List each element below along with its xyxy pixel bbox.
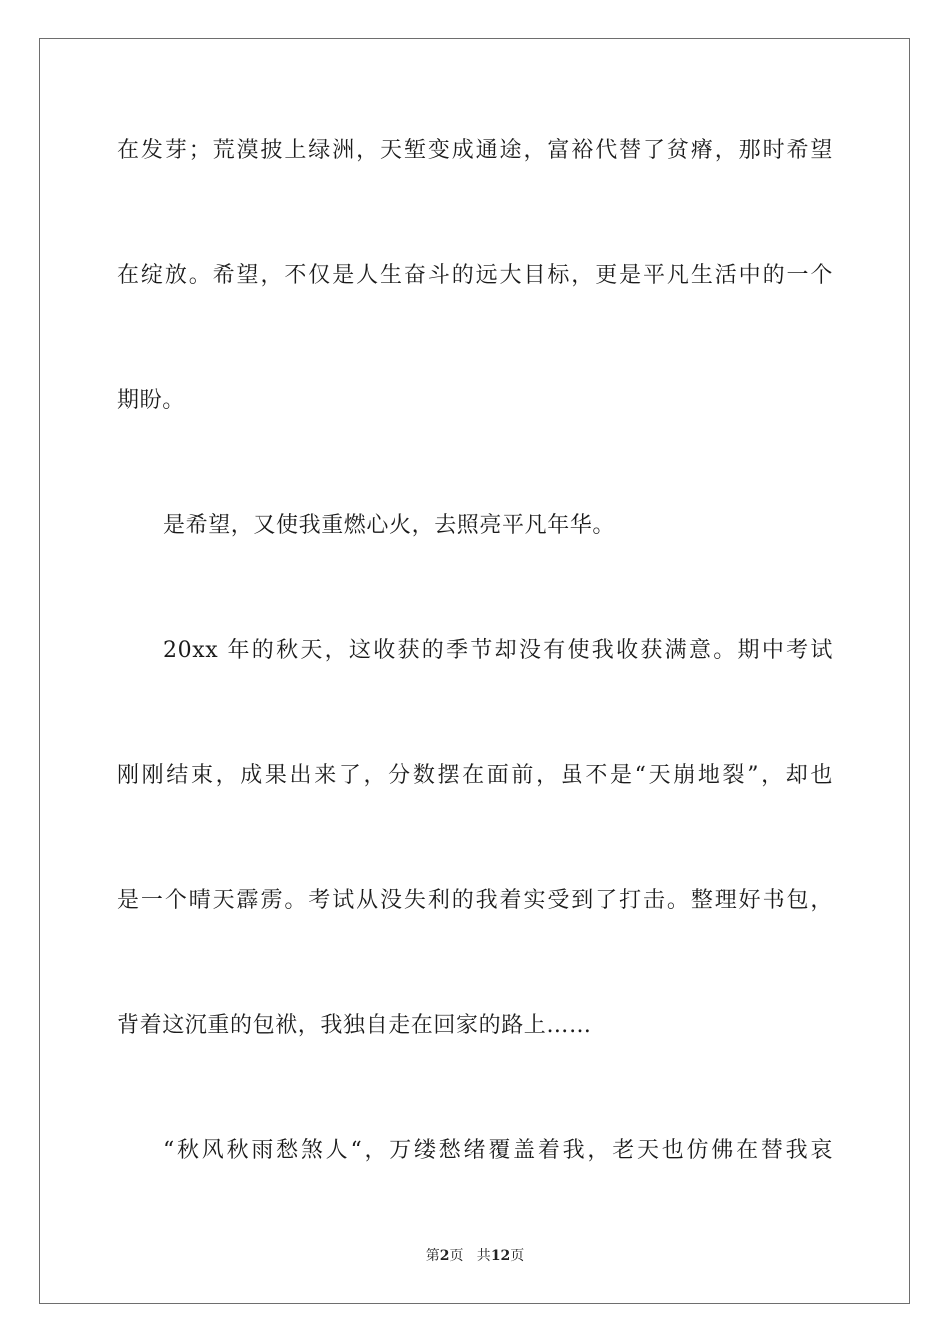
text-line-8: 背着这沉重的包袱，我独自走在回家的路上…… <box>117 1013 592 1038</box>
text-line-2: 在绽放。希望，不仅是人生奋斗的远大目标，更是平凡生活中的一个 <box>117 263 833 288</box>
text-line-1: 在发芽；荒漠披上绿洲，天堑变成通途，富裕代替了贫瘠，那时希望 <box>117 138 833 163</box>
footer-prefix: 第 <box>425 1248 440 1264</box>
footer-mid: 页 共 <box>449 1248 491 1264</box>
text-line-5: 20xx 年的秋天，这收获的季节却没有使我收获满意。期中考试 <box>163 638 833 663</box>
text-line-4: 是希望，又使我重燃心火，去照亮平凡年华。 <box>163 513 616 538</box>
page-footer <box>0 1245 950 1265</box>
text-line-6: 刚刚结束，成果出来了，分数摆在面前，虽不是“天崩地裂”，却也 <box>117 763 833 788</box>
text-line-9: “秋风秋雨愁煞人“，万缕愁绪覆盖着我，老天也仿佛在替我哀 <box>163 1138 833 1163</box>
page-border <box>39 38 910 1304</box>
text-line-3: 期盼。 <box>117 388 185 413</box>
text-line-7: 是一个晴天霹雳。考试从没失利的我着实受到了打击。整理好书包， <box>117 888 833 913</box>
total-page-number: 12 <box>490 1248 511 1264</box>
footer-suffix: 页 <box>510 1248 525 1264</box>
current-page-number: 2 <box>439 1248 450 1264</box>
